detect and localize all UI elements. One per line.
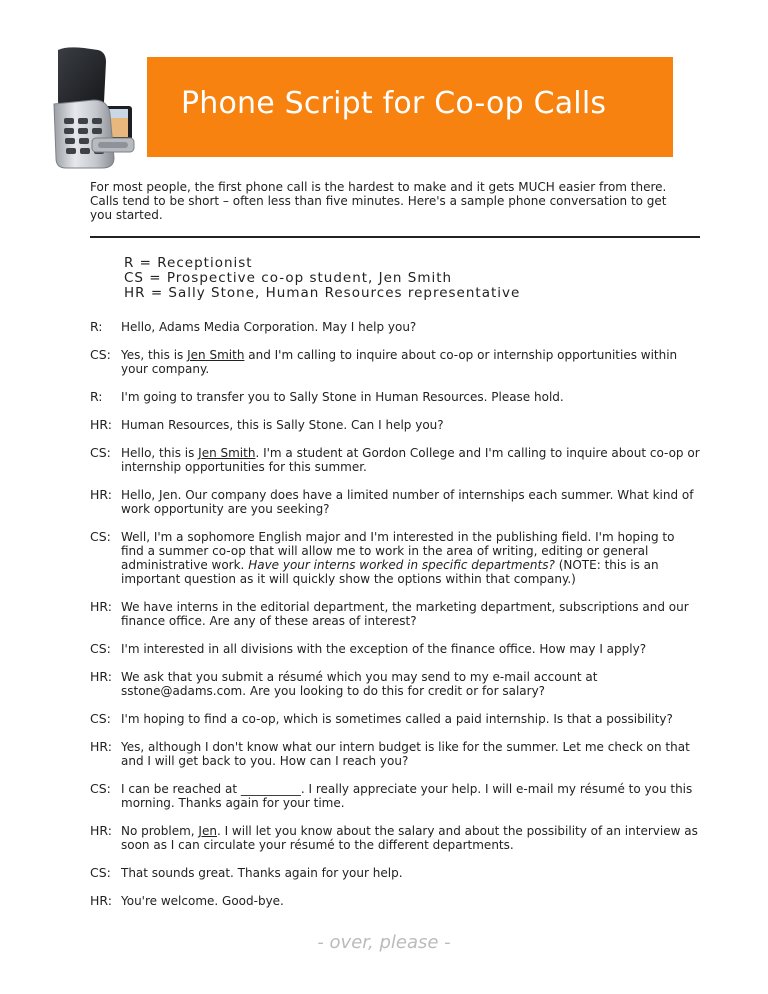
speaker-label: HR: — [90, 823, 112, 838]
speaker-label: CS: — [90, 347, 111, 362]
legend-student: CS = Prospective co-op student, Jen Smith — [124, 270, 453, 286]
line-text: Human Resources, this is Sally Stone. Can I help you? — [121, 418, 444, 432]
line-text: Well, I'm a sophomore English major and I'm interested in the publishing field. I'm hoping to find a summer co-op that will allow me to work in the area of writing, editing or general administrative work. — [121, 530, 675, 572]
dialogue-line — [90, 530, 700, 586]
line-text: We have interns in the editorial department, the marketing department, subscriptions and our finance office. Are any of these areas of interest? — [121, 600, 689, 628]
speaker-label: CS: — [90, 641, 111, 656]
line-text: Yes, although I don't know what our intern budget is like for the summer. Let me check on that and I will get back to you. How can I reach you? — [121, 740, 690, 768]
dialogue-line — [90, 600, 700, 628]
speaker-label: CS: — [90, 711, 111, 726]
speaker-label: HR: — [90, 487, 112, 502]
speaker-label: CS: — [90, 865, 111, 880]
line-text: We ask that you submit a résumé which you may send to my e-mail account at sstone@adams.com. Are you looking to do this for credit or for salary? — [121, 670, 598, 698]
speaker-label: HR: — [90, 739, 112, 754]
speaker-label: CS: — [90, 781, 111, 796]
line-text: I'm hoping to find a co-op, which is sometimes called a paid internship. Is that a possibility? — [121, 712, 673, 726]
dialogue-line — [90, 390, 700, 404]
line-text: Yes, this is — [121, 348, 188, 362]
line-text: Hello, Jen. Our company does have a limited number of internships each summer. What kind of work opportunity are you seeking? — [121, 488, 694, 516]
dialogue-line — [90, 348, 700, 376]
speaker-label: R: — [90, 389, 103, 404]
line-text: No problem, — [121, 824, 199, 838]
dialogue-line — [90, 824, 700, 852]
page-title: Phone Script for Co-op Calls — [181, 86, 607, 121]
legend-hr: HR = Sally Stone, Human Resources representative — [124, 285, 521, 301]
dialogue-line — [90, 740, 700, 768]
dialogue — [90, 320, 700, 908]
student-name: Jen Smith — [198, 446, 256, 460]
line-text: I'm going to transfer you to Sally Stone in Human Resources. Please hold. — [121, 390, 564, 404]
horizontal-divider — [90, 236, 700, 238]
key-question: Have your interns worked in specific departments? — [248, 558, 555, 572]
legend-receptionist: R = Receptionist — [124, 255, 253, 271]
dialogue-line — [90, 712, 700, 726]
speaker-label: HR: — [90, 417, 112, 432]
dialogue-line — [90, 446, 700, 474]
line-text: I'm interested in all divisions with the exception of the finance office. How may I apply? — [121, 642, 647, 656]
line-text: . I will let you know about the salary and about the possibility of an interview as soon as I can circulate your résumé to the different departments. — [121, 824, 698, 852]
dialogue-line — [90, 320, 700, 334]
line-text: and I'm calling to inquire about co-op or internship opportunities within your company. — [121, 348, 678, 376]
speaker-label: R: — [90, 319, 103, 334]
dialogue-line — [90, 894, 700, 908]
line-text: . I really appreciate your help. I will e-mail my résumé to you this morning. Thanks again for your time. — [121, 782, 693, 810]
line-text: (NOTE: this is an important question as it will quickly show the options within that company.) — [121, 558, 659, 586]
dialogue-line — [90, 782, 700, 810]
dialogue-line — [90, 488, 700, 516]
line-text: That sounds great. Thanks again for your help. — [121, 866, 403, 880]
speaker-label: CS: — [90, 529, 111, 544]
dialogue-line — [90, 642, 700, 656]
speaker-legend — [124, 256, 520, 301]
line-text: Hello, Adams Media Corporation. May I help you? — [121, 320, 417, 334]
page-footer: - over, please - — [317, 932, 451, 953]
speaker-label: HR: — [90, 669, 112, 684]
dialogue-line — [90, 418, 700, 432]
line-text: Hello, this is — [121, 446, 199, 460]
line-text: I can be reached at — [121, 782, 241, 796]
line-text: You're welcome. Good-bye. — [121, 894, 284, 908]
dialogue-line — [90, 670, 700, 698]
student-name: Jen Smith — [187, 348, 245, 362]
line-text: . I'm a student at Gordon College and I'm calling to inquire about co-op or internship opportunities for this summer. — [121, 446, 700, 474]
flip-phone-icon — [48, 44, 144, 172]
dialogue-line — [90, 866, 700, 880]
speaker-label: HR: — [90, 599, 112, 614]
student-name: Jen — [198, 824, 217, 838]
speaker-label: HR: — [90, 893, 112, 908]
intro-paragraph: For most people, the first phone call is the hardest to make and it gets MUCH easier from there. Calls tend to be short – often less than five minutes. Here's a sample phone conversation to get you started. — [90, 180, 667, 222]
speaker-label: CS: — [90, 445, 111, 460]
phone-blank: __________ — [240, 782, 301, 796]
